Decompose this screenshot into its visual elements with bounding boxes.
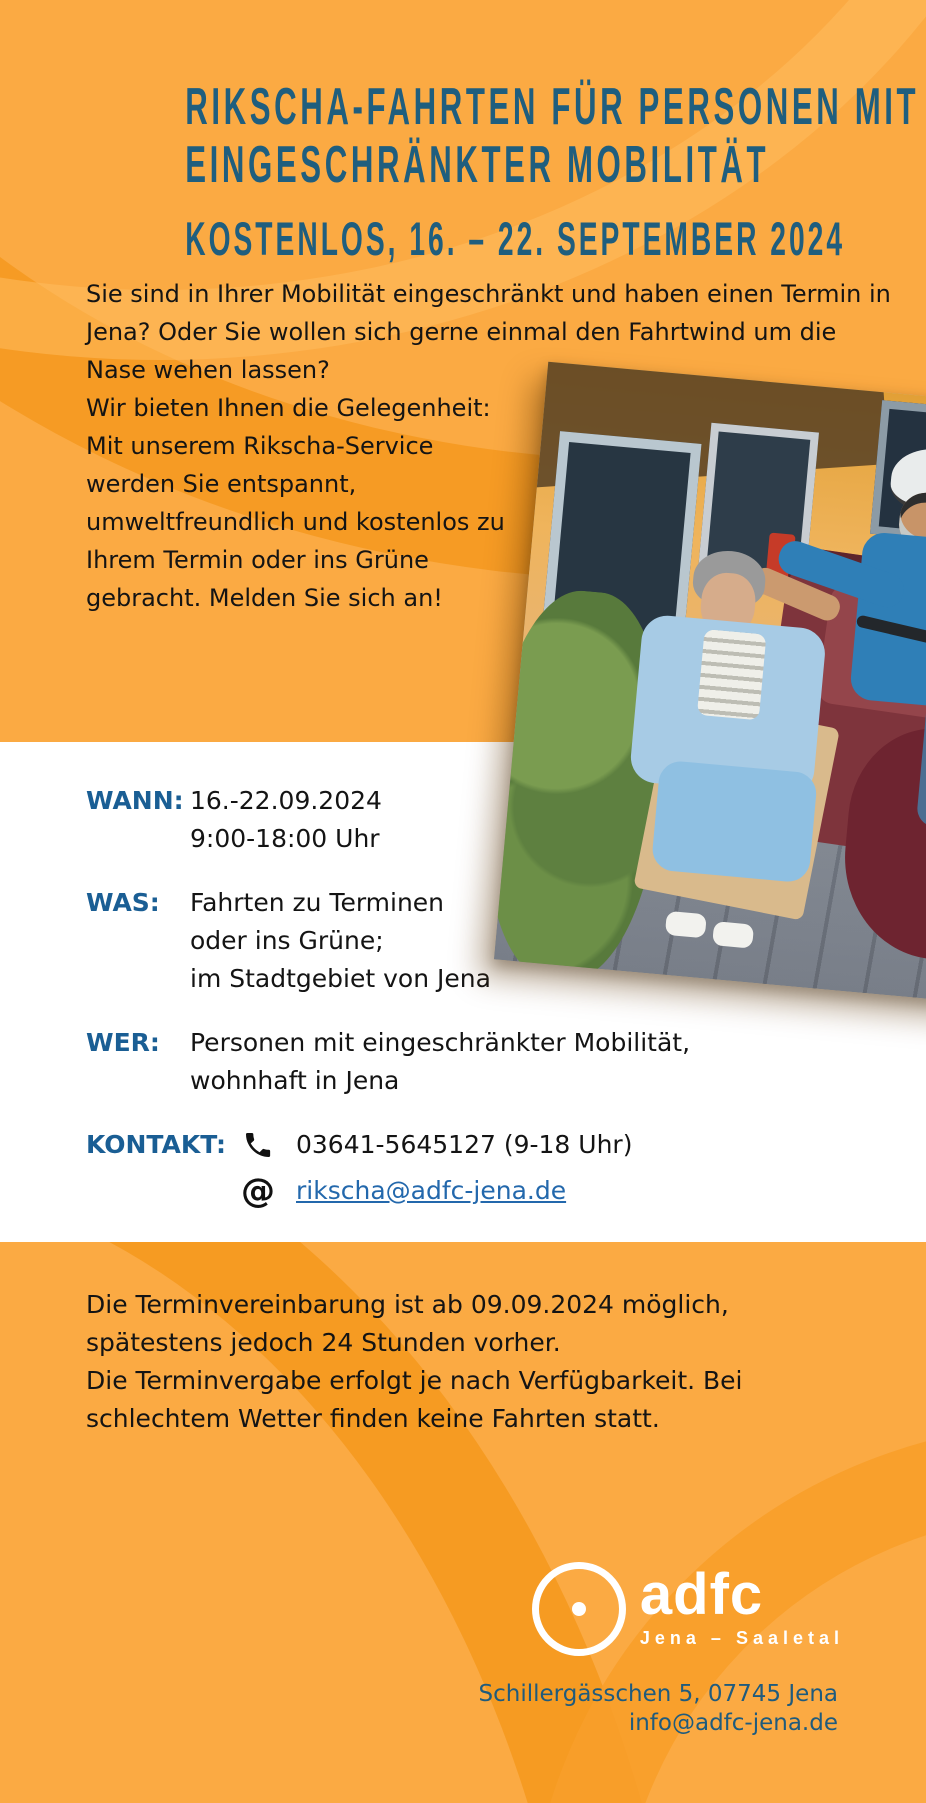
wer-values bbox=[190, 1024, 926, 1100]
was-line-2: oder ins Grüne; bbox=[190, 926, 384, 955]
phone-number: 03641-5645127 (9-18 Uhr) bbox=[296, 1130, 633, 1159]
bottom-section bbox=[0, 1242, 926, 1803]
info-row-wer bbox=[86, 1024, 926, 1100]
photo-passenger-shoe bbox=[712, 921, 754, 949]
rikscha-email-link[interactable]: rikscha@adfc-jena.de bbox=[296, 1176, 567, 1205]
phone-icon bbox=[236, 1129, 280, 1161]
adfc-region: Jena – Saaletal bbox=[639, 1627, 844, 1648]
phone-line bbox=[236, 1126, 632, 1164]
was-label: WAS: bbox=[86, 888, 160, 917]
adfc-logo bbox=[532, 1562, 844, 1656]
wann-line-1: 16.-22.09.2024 bbox=[190, 786, 382, 815]
at-icon: @ bbox=[241, 1171, 275, 1211]
address-line: Schillergässchen 5, 07745 Jena bbox=[478, 1681, 838, 1707]
subtitle-date: KOSTENLOS, 16. – 22. SEPTEMBER 2024 bbox=[185, 212, 846, 265]
wer-line-1: Personen mit eingeschränkter Mobilität, bbox=[190, 1028, 691, 1057]
footer-email: info@adfc-jena.de bbox=[628, 1710, 838, 1736]
email-line bbox=[236, 1172, 632, 1210]
wer-line-2: wohnhaft in Jena bbox=[190, 1066, 400, 1095]
wann-values bbox=[190, 782, 526, 858]
footer-address bbox=[479, 1680, 838, 1738]
info-row-wann bbox=[86, 782, 526, 858]
terms-paragraph-2: Die Terminvergabe erfolgt je nach Verfügbarkeit. Bei schlechtem Wetter finden keine Fahrten statt. bbox=[86, 1366, 743, 1433]
photo-passenger-shirt bbox=[697, 629, 767, 720]
rikscha-photo bbox=[494, 362, 926, 1008]
photo-passenger-pants bbox=[651, 760, 818, 884]
kontakt-values bbox=[236, 1126, 632, 1210]
terms-text bbox=[0, 1242, 886, 1438]
was-line-1: Fahrten zu Terminen bbox=[190, 888, 445, 917]
intro-paragraph-1: Sie sind in Ihrer Mobilität eingeschränkt und haben einen Termin in Jena? Oder Sie wollen sich gerne einmal den Fahrtwind um die Nase wehen lassen? bbox=[86, 280, 891, 384]
kontakt-label: KONTAKT: bbox=[86, 1130, 226, 1159]
wann-label: WANN: bbox=[86, 786, 184, 815]
wer-label: WER: bbox=[86, 1028, 160, 1057]
title-line-1: RIKSCHA-FAHRTEN FÜR PERSONEN MIT bbox=[185, 78, 920, 136]
adfc-wordmark: adfc bbox=[639, 1562, 764, 1628]
info-row-kontakt bbox=[86, 1126, 926, 1210]
wheel-hub-dot bbox=[572, 1602, 586, 1616]
terms-paragraph-1: Die Terminvereinbarung ist ab 09.09.2024 möglich, spätestens jedoch 24 Stunden vorher. bbox=[86, 1290, 729, 1357]
photo-flow-spacer-top bbox=[895, 275, 896, 351]
photo-passenger-shoe bbox=[665, 911, 707, 939]
was-line-3: im Stadtgebiet von Jena bbox=[190, 964, 491, 993]
adfc-logo-text bbox=[639, 1562, 844, 1648]
intro-paragraph-2: Wir bieten Ihnen die Gelegenheit: Mit unserem Rikscha-Service werden Sie entspannt, umweltfreundlich und kostenlos zu Ihrem Termin oder ins Grüne gebracht. Melden Sie sich an! bbox=[86, 394, 505, 612]
wann-line-2: 9:00-18:00 Uhr bbox=[190, 824, 380, 853]
wheel-icon bbox=[532, 1562, 626, 1656]
title-line-2: EINGESCHRÄNKTER MOBILITÄT bbox=[185, 136, 770, 194]
page-title bbox=[0, 0, 926, 268]
